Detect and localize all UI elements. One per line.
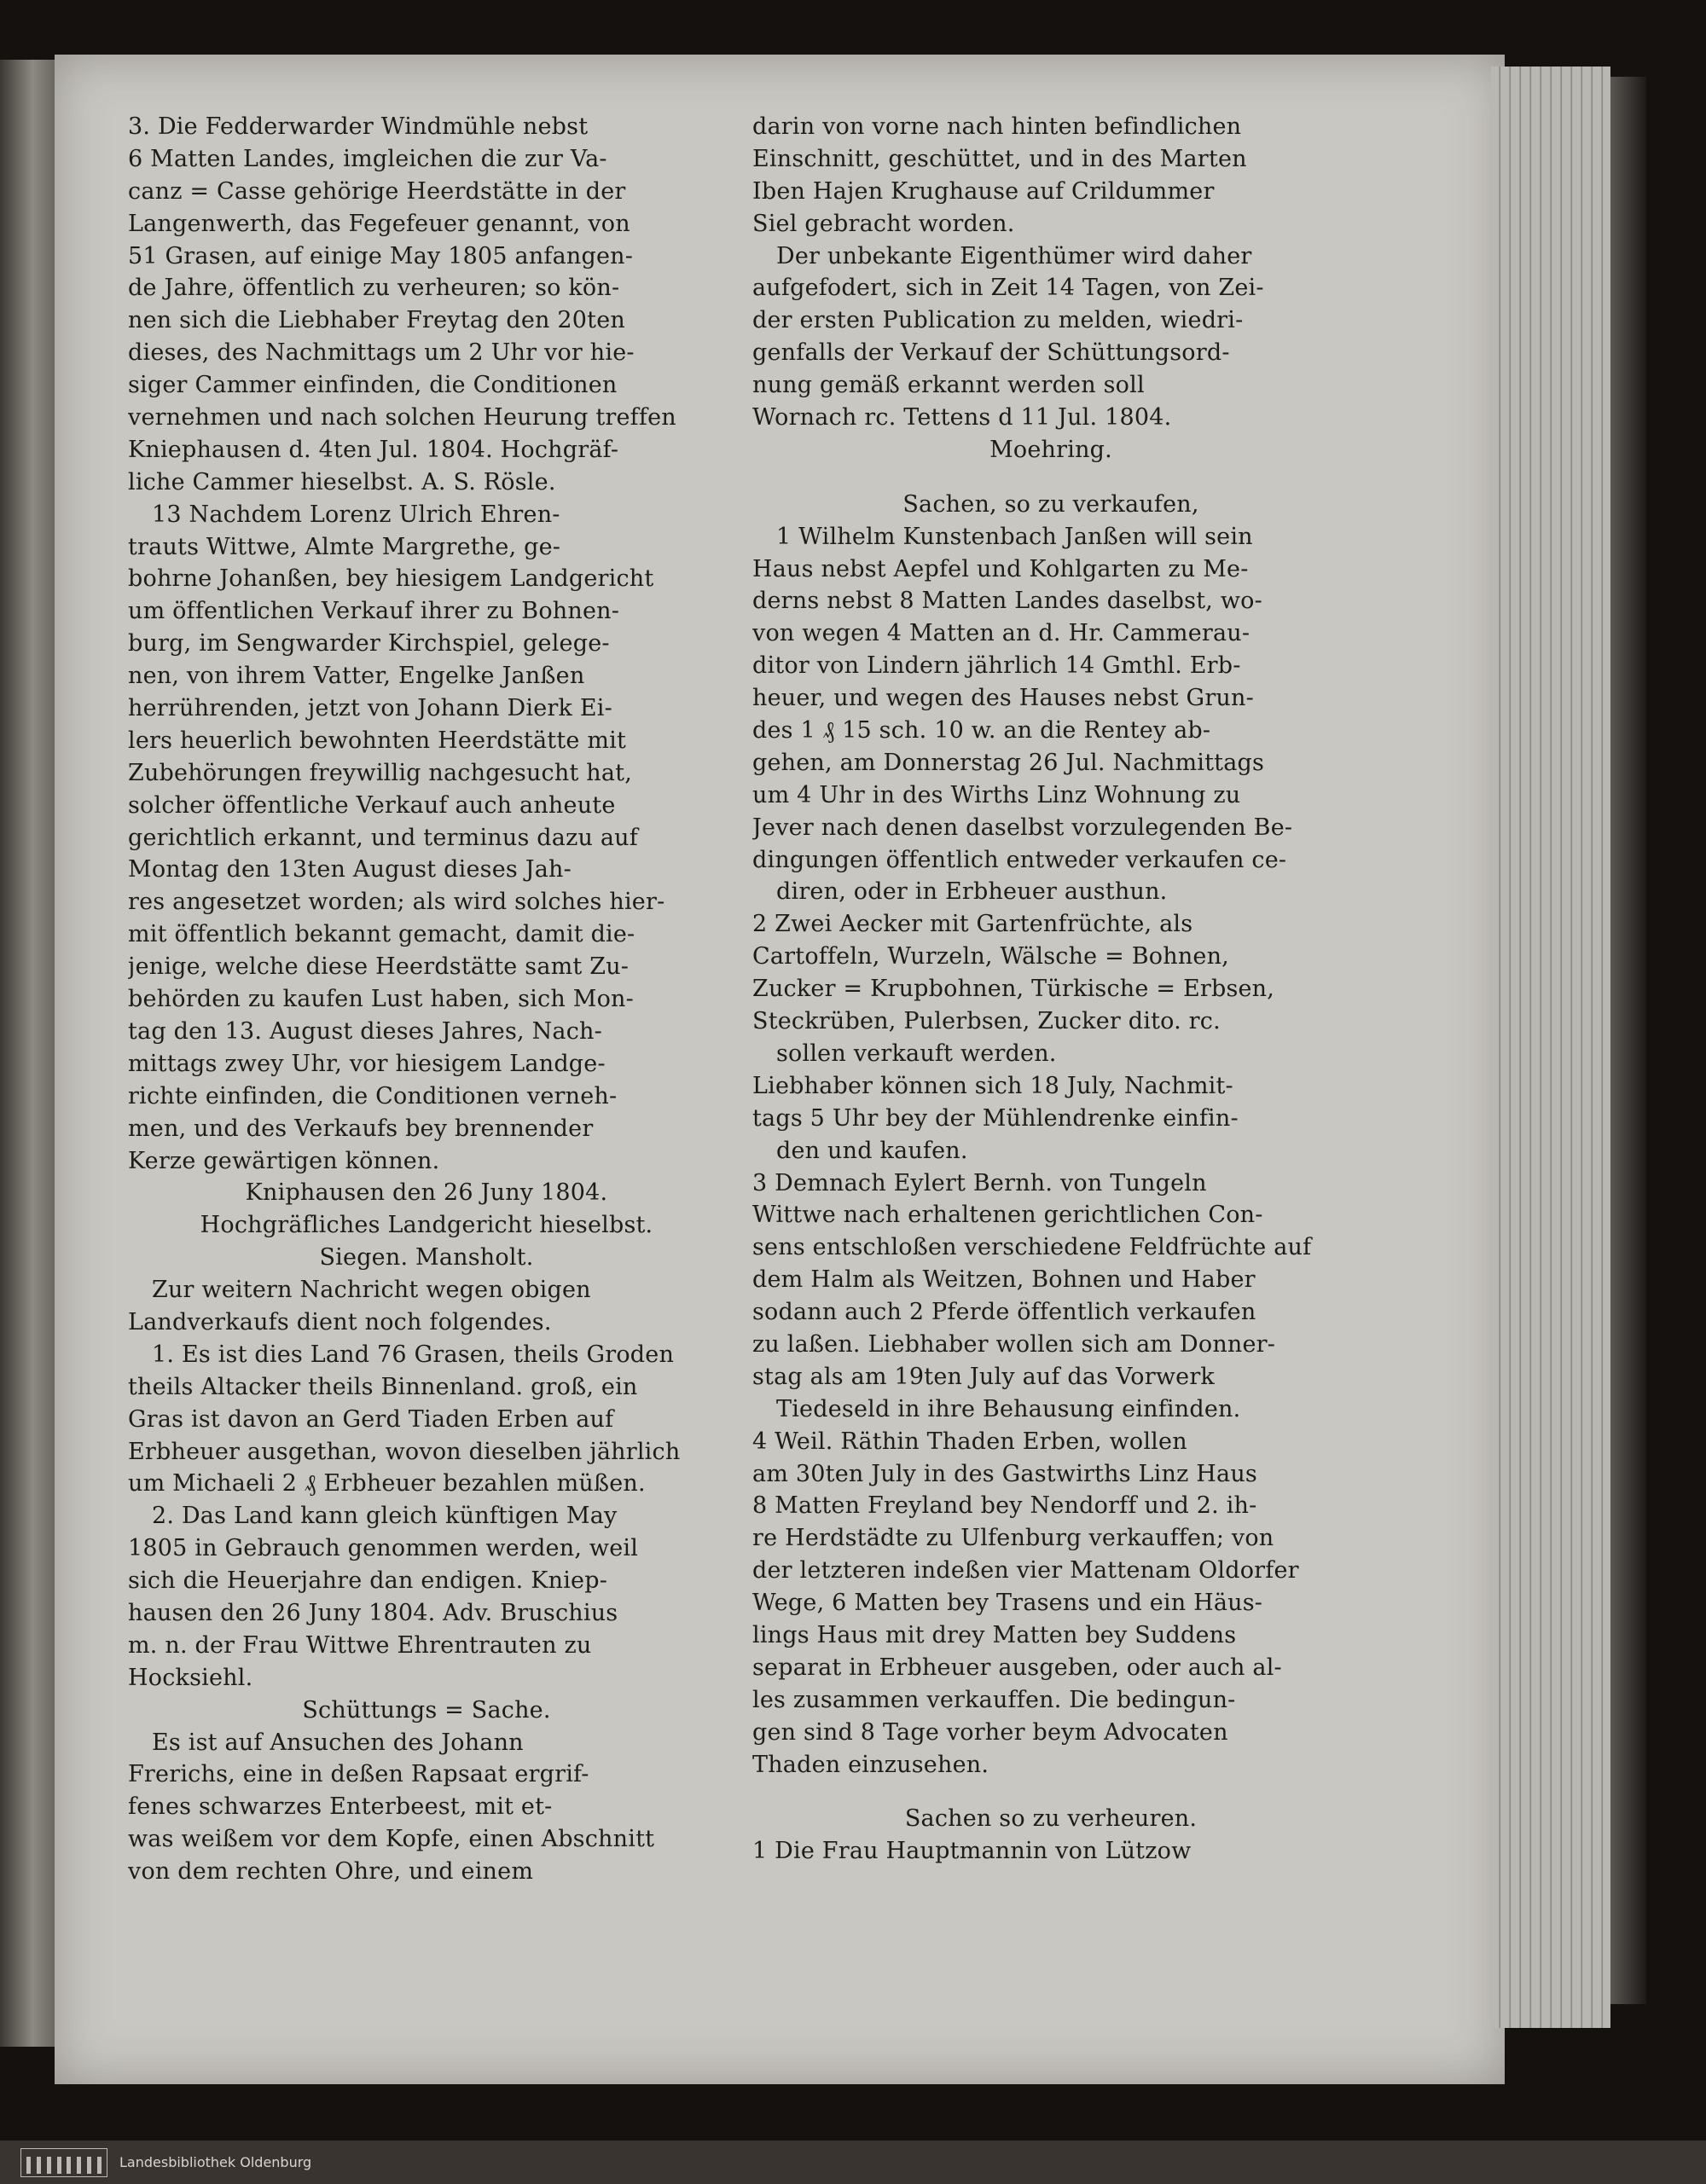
right-column-line: genfalls der Verkauf der Schüttungsord- — [752, 339, 1230, 367]
left-column-line: mit öffentlich bekannt gemacht, damit die- — [128, 921, 635, 948]
left-column-line: Erbheuer ausgethan, wovon dieselben jährlich — [128, 1438, 681, 1465]
left-column-line: mittags zwey Uhr, vor hiesigem Landge- — [128, 1050, 606, 1077]
left-page-edge — [0, 60, 55, 2047]
footer-label: Landesbibliothek Oldenburg — [119, 2154, 312, 2170]
left-column-line: Hochgräfliches Landgericht hieselbst. — [200, 1212, 653, 1239]
left-column-line: hausen den 26 Juny 1804. Adv. Bruschius — [128, 1599, 618, 1626]
left-column-line: 2. Das Land kann gleich künftigen May — [152, 1503, 618, 1530]
right-column-line: separat in Erbheuer ausgeben, oder auch al- — [752, 1654, 1282, 1681]
left-column-line: Langenwerth, das Fegefeuer genannt, von — [128, 210, 630, 237]
left-column-line: trauts Wittwe, Almte Margrethe, ge- — [128, 533, 561, 560]
left-column-line: Schüttungs = Sache. — [302, 1696, 551, 1723]
left-column-line: sich die Heuerjahre dan endigen. Kniep- — [128, 1567, 608, 1595]
right-column-line — [752, 466, 1349, 489]
left-column-line: canz = Casse gehörige Heerdstätte in der — [128, 177, 626, 205]
left-column-line: Gras ist davon an Gerd Tiaden Erben auf — [128, 1405, 614, 1433]
right-column-line: sollen verkauft werden. — [776, 1040, 1057, 1067]
left-column-line: Zur weitern Nachricht wegen obigen — [152, 1277, 591, 1304]
left-column-line: burg, im Sengwarder Kirchspiel, gelege- — [128, 630, 610, 658]
right-column-line: Haus nebst Aepfel und Kohlgarten zu Me- — [752, 555, 1249, 582]
footer-bar — [0, 2141, 1706, 2184]
left-column-line: de Jahre, öffentlich zu verheuren; so kön- — [128, 275, 620, 302]
right-column-line: dem Halm als Weitzen, Bohnen und Haber — [752, 1266, 1256, 1294]
left-column-line: nen, von ihrem Vatter, Engelke Janßen — [128, 663, 585, 690]
right-column-line: der ersten Publication zu melden, wiedri- — [752, 307, 1244, 334]
left-column-line: vernehmen und nach solchen Heurung treffen — [128, 404, 676, 432]
left-column-line: jenige, welche diese Heerdstätte samt Zu- — [128, 953, 630, 981]
left-column-line: um öffentlichen Verkauf ihrer zu Bohnen- — [128, 598, 620, 625]
right-column-line: Moehring. — [989, 436, 1112, 463]
right-column-line: Wornach rc. Tettens d 11 Jul. 1804. — [752, 404, 1172, 432]
left-column-line: liche Cammer hieselbst. A. S. Rösle. — [128, 468, 556, 495]
right-column-line: Zucker = Krupbohnen, Türkische = Erbsen, — [752, 976, 1275, 1003]
left-column-line: was weißem vor dem Kopfe, einen Abschnitt — [128, 1826, 655, 1853]
left-column — [128, 111, 725, 1888]
right-column-line: Liebhaber können sich 18 July, Nachmit- — [752, 1072, 1233, 1099]
right-column-line: re Herdstädte zu Ulfenburg verkauffen; von — [752, 1525, 1274, 1552]
left-column-line: 51 Grasen, auf einige May 1805 anfangen- — [128, 242, 634, 269]
right-column-line: 3 Demnach Eylert Bernh. von Tungeln — [752, 1169, 1207, 1196]
left-column-line: gerichtlich erkannt, und terminus dazu auf — [128, 824, 638, 851]
right-column-line: diren, oder in Erbheuer austhun. — [776, 878, 1168, 906]
right-column-line — [752, 1781, 1349, 1803]
left-column-line: Kniphausen den 26 Juny 1804. — [245, 1179, 608, 1207]
right-column-line: von wegen 4 Matten an d. Hr. Cammerau- — [752, 620, 1250, 647]
right-column-line: Jever nach denen daselbst vorzulegenden Be- — [752, 814, 1293, 841]
right-column-line: tags 5 Uhr bey der Mühlendrenke einfin- — [752, 1104, 1239, 1132]
page-edges-shadow — [1610, 77, 1646, 2004]
right-column-line: dingungen öffentlich entweder verkaufen ce- — [752, 846, 1287, 873]
right-column-line: 1 Wilhelm Kunstenbach Janßen will sein — [776, 523, 1253, 550]
right-column-line: Thaden einzusehen. — [752, 1751, 989, 1778]
left-column-line: nen sich die Liebhaber Freytag den 20ten — [128, 307, 625, 334]
left-column-line: tag den 13. August dieses Jahres, Nach- — [128, 1017, 602, 1045]
left-column-line: theils Altacker theils Binnenland. groß, ein — [128, 1373, 638, 1400]
left-column-line: Hocksiehl. — [128, 1664, 253, 1691]
left-column-line: fenes schwarzes Enterbeest, mit et- — [128, 1793, 553, 1821]
left-column-line: 1. Es ist dies Land 76 Grasen, theils Groden — [152, 1341, 675, 1368]
right-column-line: gehen, am Donnerstag 26 Jul. Nachmittags — [752, 749, 1265, 776]
right-column-line: zu laßen. Liebhaber wollen sich am Donner- — [752, 1330, 1276, 1358]
right-column-line: Wittwe nach erhaltenen gerichtlichen Con- — [752, 1202, 1263, 1229]
left-column-line: behörden zu kaufen Lust haben, sich Mon- — [128, 986, 634, 1013]
right-column-line: lings Haus mit drey Matten bey Suddens — [752, 1621, 1237, 1648]
right-column-line: gen sind 8 Tage vorher beym Advocaten — [752, 1718, 1228, 1746]
left-column-line: 3. Die Fedderwarder Windmühle nebst — [128, 113, 589, 140]
right-column-line: am 30ten July in des Gastwirths Linz Haus — [752, 1460, 1257, 1487]
right-column — [752, 111, 1349, 1868]
right-column-line: sodann auch 2 Pferde öffentlich verkaufen — [752, 1299, 1256, 1326]
left-column-line: Kerze gewärtigen können. — [128, 1147, 440, 1174]
left-column-line: solcher öffentliche Verkauf auch anheute — [128, 791, 616, 819]
left-column-line: von dem rechten Ohre, und einem — [128, 1858, 534, 1886]
right-column-line: Cartoffeln, Wurzeln, Wälsche = Bohnen, — [752, 943, 1229, 970]
left-column-line: men, und des Verkaufs bey brennender — [128, 1115, 594, 1142]
right-column-line: Steckrüben, Pulerbsen, Zucker dito. rc. — [752, 1008, 1221, 1035]
left-column-line: Es ist auf Ansuchen des Johann — [152, 1729, 524, 1756]
right-column-line: der letzteren indeßen vier Mattenam Oldorfer — [752, 1557, 1299, 1584]
left-column-line: 6 Matten Landes, imgleichen die zur Va- — [128, 145, 607, 172]
right-column-line: 2 Zwei Aecker mit Gartenfrüchte, als — [752, 911, 1193, 938]
left-column-line: siger Cammer einfinden, die Conditionen — [128, 372, 618, 399]
right-column-line: nung gemäß erkannt werden soll — [752, 372, 1145, 399]
left-column-line: Montag den 13ten August dieses Jah- — [128, 856, 572, 883]
left-column-line: 1805 in Gebrauch genommen werden, weil — [128, 1535, 639, 1562]
left-column-line: Kniephausen d. 4ten Jul. 1804. Hochgräf- — [128, 436, 619, 463]
right-column-line: 8 Matten Freyland bey Nendorff und 2. ih- — [752, 1492, 1257, 1520]
right-column-line: Einschnitt, geschüttet, und in des Marten — [752, 145, 1247, 172]
right-column-line: Tiedeseld in ihre Behausung einfinden. — [776, 1395, 1241, 1422]
left-column-line: richte einfinden, die Conditionen verneh- — [128, 1082, 618, 1109]
left-column-line: bohrne Johanßen, bey hiesigem Landgericht — [128, 565, 654, 593]
right-column-line: um 4 Uhr in des Wirths Linz Wohnung zu — [752, 781, 1241, 808]
right-column-line: darin von vorne nach hinten befindlichen — [752, 113, 1242, 140]
right-column-line: des 1 ₰ 15 sch. 10 w. an die Rentey ab- — [752, 717, 1211, 744]
right-column-line: heuer, und wegen des Hauses nebst Grun- — [752, 685, 1254, 712]
right-column-line: Der unbekante Eigenthümer wird daher — [776, 242, 1252, 269]
right-column-line: den und kaufen. — [776, 1137, 968, 1164]
left-column-line: Siegen. Mansholt. — [319, 1244, 534, 1272]
right-column-line: sens entschloßen verschiedene Feldfrüchte auf — [752, 1234, 1312, 1261]
page-edges — [1491, 67, 1610, 2028]
left-column-line: Landverkaufs dient noch folgendes. — [128, 1308, 552, 1335]
right-column-line: 4 Weil. Räthin Thaden Erben, wollen — [752, 1428, 1187, 1455]
right-column-line: Sachen so zu verheuren. — [904, 1805, 1198, 1833]
right-column-line: derns nebst 8 Matten Landes daselbst, wo- — [752, 588, 1262, 615]
left-column-line: m. n. der Frau Wittwe Ehrentrauten zu — [128, 1631, 592, 1659]
right-column-line: Iben Hajen Krughause auf Crildummer — [752, 177, 1215, 205]
right-column-line: Siel gebracht worden. — [752, 210, 1015, 237]
left-column-line: Zubehörungen freywillig nachgesucht hat, — [128, 759, 632, 786]
right-column-line: les zusammen verkauffen. Die bedingun- — [752, 1686, 1236, 1713]
right-column-line: Wege, 6 Matten bey Trasens und ein Häus- — [752, 1590, 1263, 1617]
left-column-line: Frerichs, eine in deßen Rapsaat ergrif- — [128, 1761, 589, 1788]
right-column-line: Sachen, so zu verkaufen, — [902, 490, 1199, 518]
right-column-line: ditor von Lindern jährlich 14 Gmthl. Erb- — [752, 652, 1241, 680]
left-column-line: dieses, des Nachmittags um 2 Uhr vor hie- — [128, 339, 635, 367]
left-column-line: um Michaeli 2 ₰ Erbheuer bezahlen müßen. — [128, 1470, 646, 1498]
right-column-line: 1 Die Frau Hauptmannin von Lützow — [752, 1838, 1192, 1865]
left-column-line: herrührenden, jetzt von Johann Dierk Ei- — [128, 695, 612, 722]
library-building-icon — [20, 2148, 107, 2177]
right-column-line: stag als am 19ten July auf das Vorwerk — [752, 1363, 1215, 1390]
left-column-line: res angesetzet worden; als wird solches hier- — [128, 889, 665, 916]
left-column-line: 13 Nachdem Lorenz Ulrich Ehren- — [152, 501, 560, 528]
left-column-line: lers heuerlich bewohnten Heerdstätte mit — [128, 727, 627, 754]
right-column-line: aufgefodert, sich in Zeit 14 Tagen, von Zei- — [752, 275, 1264, 302]
